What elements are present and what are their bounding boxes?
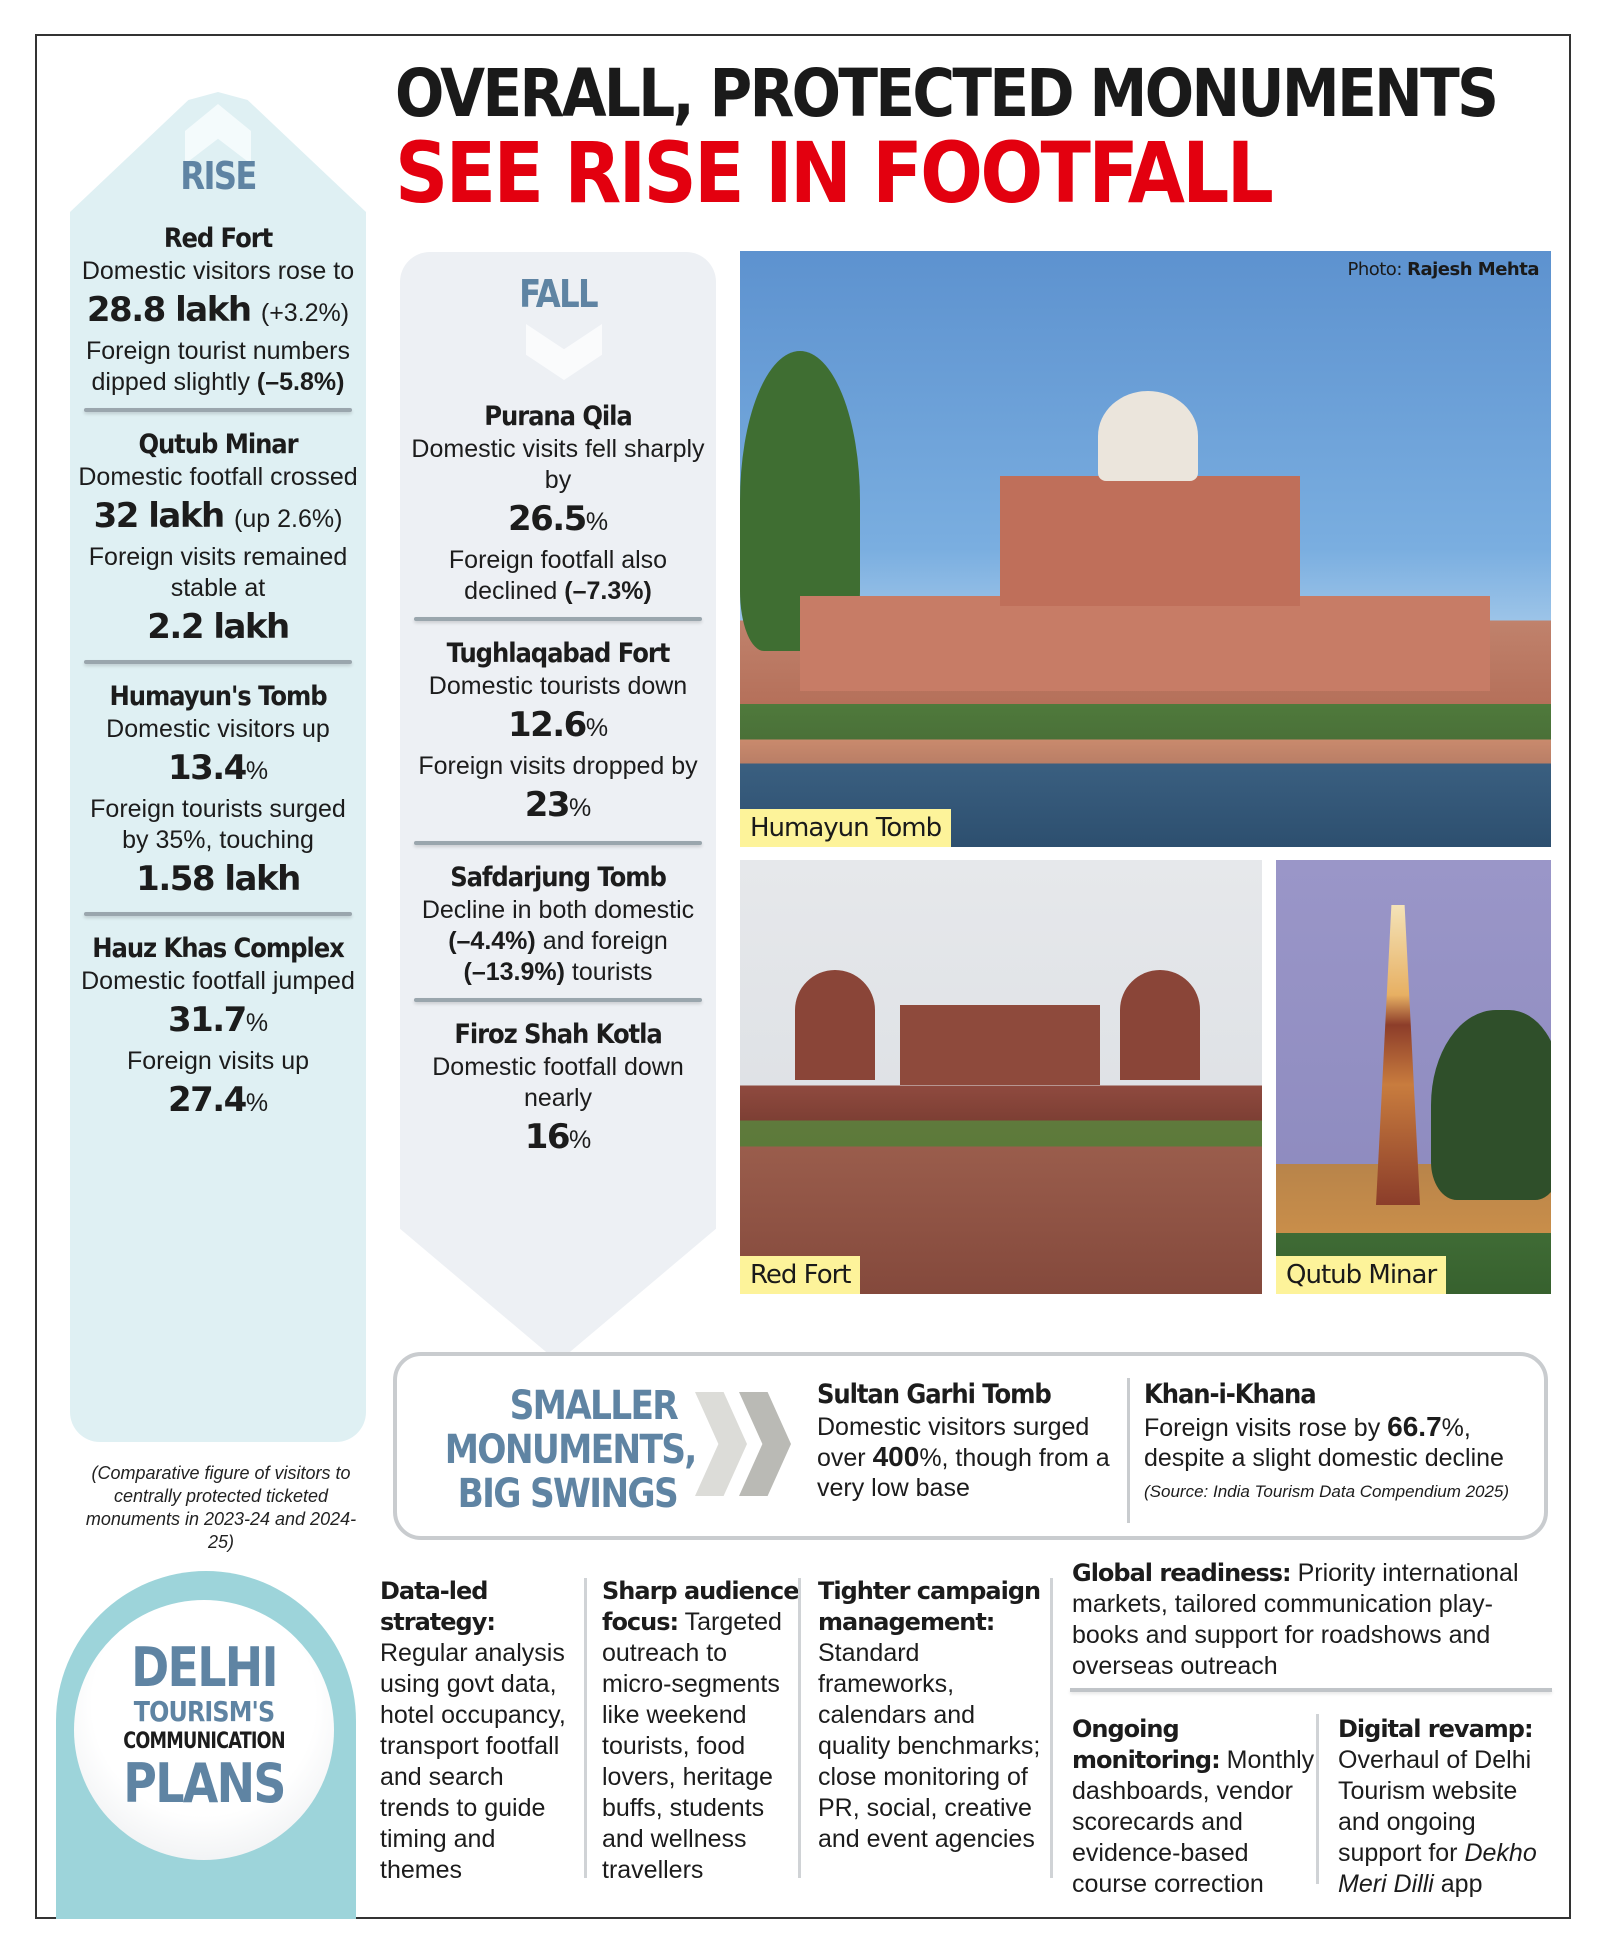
entry-text: Domestic visits fell sharply by (411, 435, 705, 494)
rise-entry-humayuns-tomb (70, 680, 366, 902)
entry-figure: 32 lakh (up 2.6%) (93, 496, 343, 536)
comparison-note: (Comparative figure of visitors to centrally protected ticketed monuments in 2023-24 and 2024-25) (85, 1463, 357, 1552)
divider (84, 912, 352, 916)
fall-title: FALL (519, 272, 597, 316)
entry-figure: 16% (524, 1117, 592, 1157)
photo-credit: Photo: Rajesh Mehta (1347, 259, 1539, 280)
entry-figure: 12.6% (507, 705, 609, 745)
monument-name: Purana Qila (484, 401, 632, 432)
rise-entry-red-fort (70, 222, 366, 398)
rise-title: RISE (180, 154, 256, 198)
plan-global-readiness: Global readiness: Priority international markets, tailored communication play-books and support for roadshows and overseas outreach (1072, 1559, 1519, 1680)
source-note: (Source: India Tourism Data Compendium 2025) (1144, 1482, 1510, 1501)
smaller-item-sultan-garhi (817, 1378, 1117, 1503)
dome-illustration (1098, 391, 1198, 481)
photo-caption: Red Fort (740, 1256, 860, 1294)
smaller-monuments-box (393, 1352, 1548, 1540)
plan-ongoing-monitoring: Ongoing monitoring: Monthly dashboards, vendor scorecards and evidence-based course correction (1072, 1715, 1315, 1898)
monument-name: Firoz Shah Kotla (454, 1019, 662, 1050)
entry-text: Foreign tourist numbers dipped slightly (–5.8%) (85, 337, 350, 396)
tomb-base-illustration (800, 596, 1490, 691)
gate-illustration (900, 1005, 1100, 1085)
plan-data-led-strategy: Data-led strategy: Regular analysis using govt data, hotel occupancy, transport footfall and search trends to guide timing and themes (380, 1577, 566, 1884)
fall-panel (400, 252, 716, 1362)
humayun-tomb-photo (740, 251, 1551, 847)
headline-line-2: SEE RISE IN FOOTFALL (395, 124, 1272, 222)
tree-illustration (1431, 1010, 1551, 1200)
monument-name: Sultan Garhi Tomb (817, 1379, 1051, 1410)
chevron-right-icon (695, 1392, 747, 1496)
column-divider (1050, 1578, 1053, 1878)
divider (84, 408, 352, 412)
entry-figure: 31.7% (167, 1000, 269, 1040)
rise-panel (70, 92, 366, 1442)
fall-entry-purana-qila (400, 400, 716, 607)
entry-text: Foreign tourists surged by 35%, touching (90, 795, 346, 854)
monument-name: Khan-i-Khana (1144, 1379, 1316, 1410)
monument-name: Hauz Khas Complex (92, 933, 344, 964)
entry-text: Domestic footfall jumped (81, 967, 355, 995)
plan-digital-revamp: Digital revamp: Overhaul of Delhi Tourism website and ongoing support for Dekho Meri Dilli app (1338, 1715, 1537, 1898)
qutub-minar-photo (1276, 860, 1551, 1294)
column-divider (584, 1578, 587, 1878)
entry-text: Domestic visitors rose to (81, 257, 355, 285)
monument-name: Qutub Minar (138, 429, 298, 460)
entry-text: Foreign visits up (126, 1047, 310, 1075)
photo-caption: Humayun Tomb (740, 809, 951, 847)
entry-text: Domestic visitors up (106, 715, 330, 743)
entry-figure: 26.5% (507, 499, 609, 539)
entry-figure: 28.8 lakh (+3.2%) (86, 290, 350, 330)
monument-name: Red Fort (163, 223, 273, 254)
photo-caption: Qutub Minar (1276, 1256, 1446, 1294)
plan-sharp-audience-focus: Sharp audience focus: Targeted outreach to micro-segments like weekend tourists, food lovers, heritage buffs, students and wellness travellers (602, 1577, 799, 1884)
entry-text: Foreign visits rose by 66.7%, despite a slight domestic decline (1144, 1411, 1504, 1472)
plans-title: DELHI TOURISM'S COMMUNICATION PLANS (123, 1636, 285, 1815)
entry-figure: 23% (524, 785, 592, 825)
entry-figure: 2.2 lakh (147, 607, 289, 647)
divider (84, 660, 352, 664)
divider (414, 617, 702, 621)
fall-entry-safdarjung-tomb (400, 861, 716, 988)
entry-figure: 27.4% (167, 1080, 269, 1120)
red-fort-photo (740, 860, 1262, 1294)
row-divider (1070, 1688, 1552, 1692)
entry-figure: 13.4% (167, 748, 269, 788)
entry-text: Domestic tourists down (428, 672, 688, 700)
tomb-illustration (1000, 476, 1300, 606)
tower-illustration (1120, 970, 1200, 1080)
monument-name: Safdarjung Tomb (450, 862, 666, 893)
fall-entry-tughlaqabad-fort (400, 637, 716, 831)
monument-name: Tughlaqabad Fort (446, 638, 670, 669)
entry-figure: 1.58 lakh (136, 859, 300, 899)
headline (395, 55, 1525, 222)
column-divider (798, 1578, 801, 1878)
entry-text: Domestic visitors surged over 400%, though from a very low base (817, 1413, 1110, 1502)
entry-text: Domestic footfall crossed (78, 463, 358, 491)
smaller-item-khan-i-khana (1127, 1378, 1537, 1523)
smaller-monuments-title: SMALLER MONUMENTS, BIG SWINGS (444, 1383, 696, 1517)
entry-text: Decline in both domestic (–4.4%) and foreign (–13.9%) tourists (421, 896, 695, 986)
rise-entry-hauz-khas (70, 932, 366, 1126)
minaret-illustration (1376, 905, 1420, 1205)
monument-name: Humayun's Tomb (109, 681, 327, 712)
entry-text: Domestic footfall down nearly (432, 1053, 684, 1112)
plan-tighter-campaign-management: Tighter campaign management: Standard frameworks, calendars and quality benchmarks; close monitoring of PR, social, creative and event agencies (818, 1577, 1041, 1853)
column-divider (1316, 1714, 1319, 1884)
entry-text: Foreign visits remained stable at (88, 543, 348, 602)
fall-entry-firoz-shah-kotla (400, 1018, 716, 1163)
headline-line-1: OVERALL, PROTECTED MONUMENTS (395, 55, 1497, 132)
tower-illustration (795, 970, 875, 1080)
divider (414, 841, 702, 845)
entry-text: Foreign visits dropped by (418, 752, 698, 780)
rise-entry-qutub-minar (70, 428, 366, 650)
entry-text: Foreign footfall also declined (–7.3%) (448, 546, 668, 605)
divider (414, 998, 702, 1002)
